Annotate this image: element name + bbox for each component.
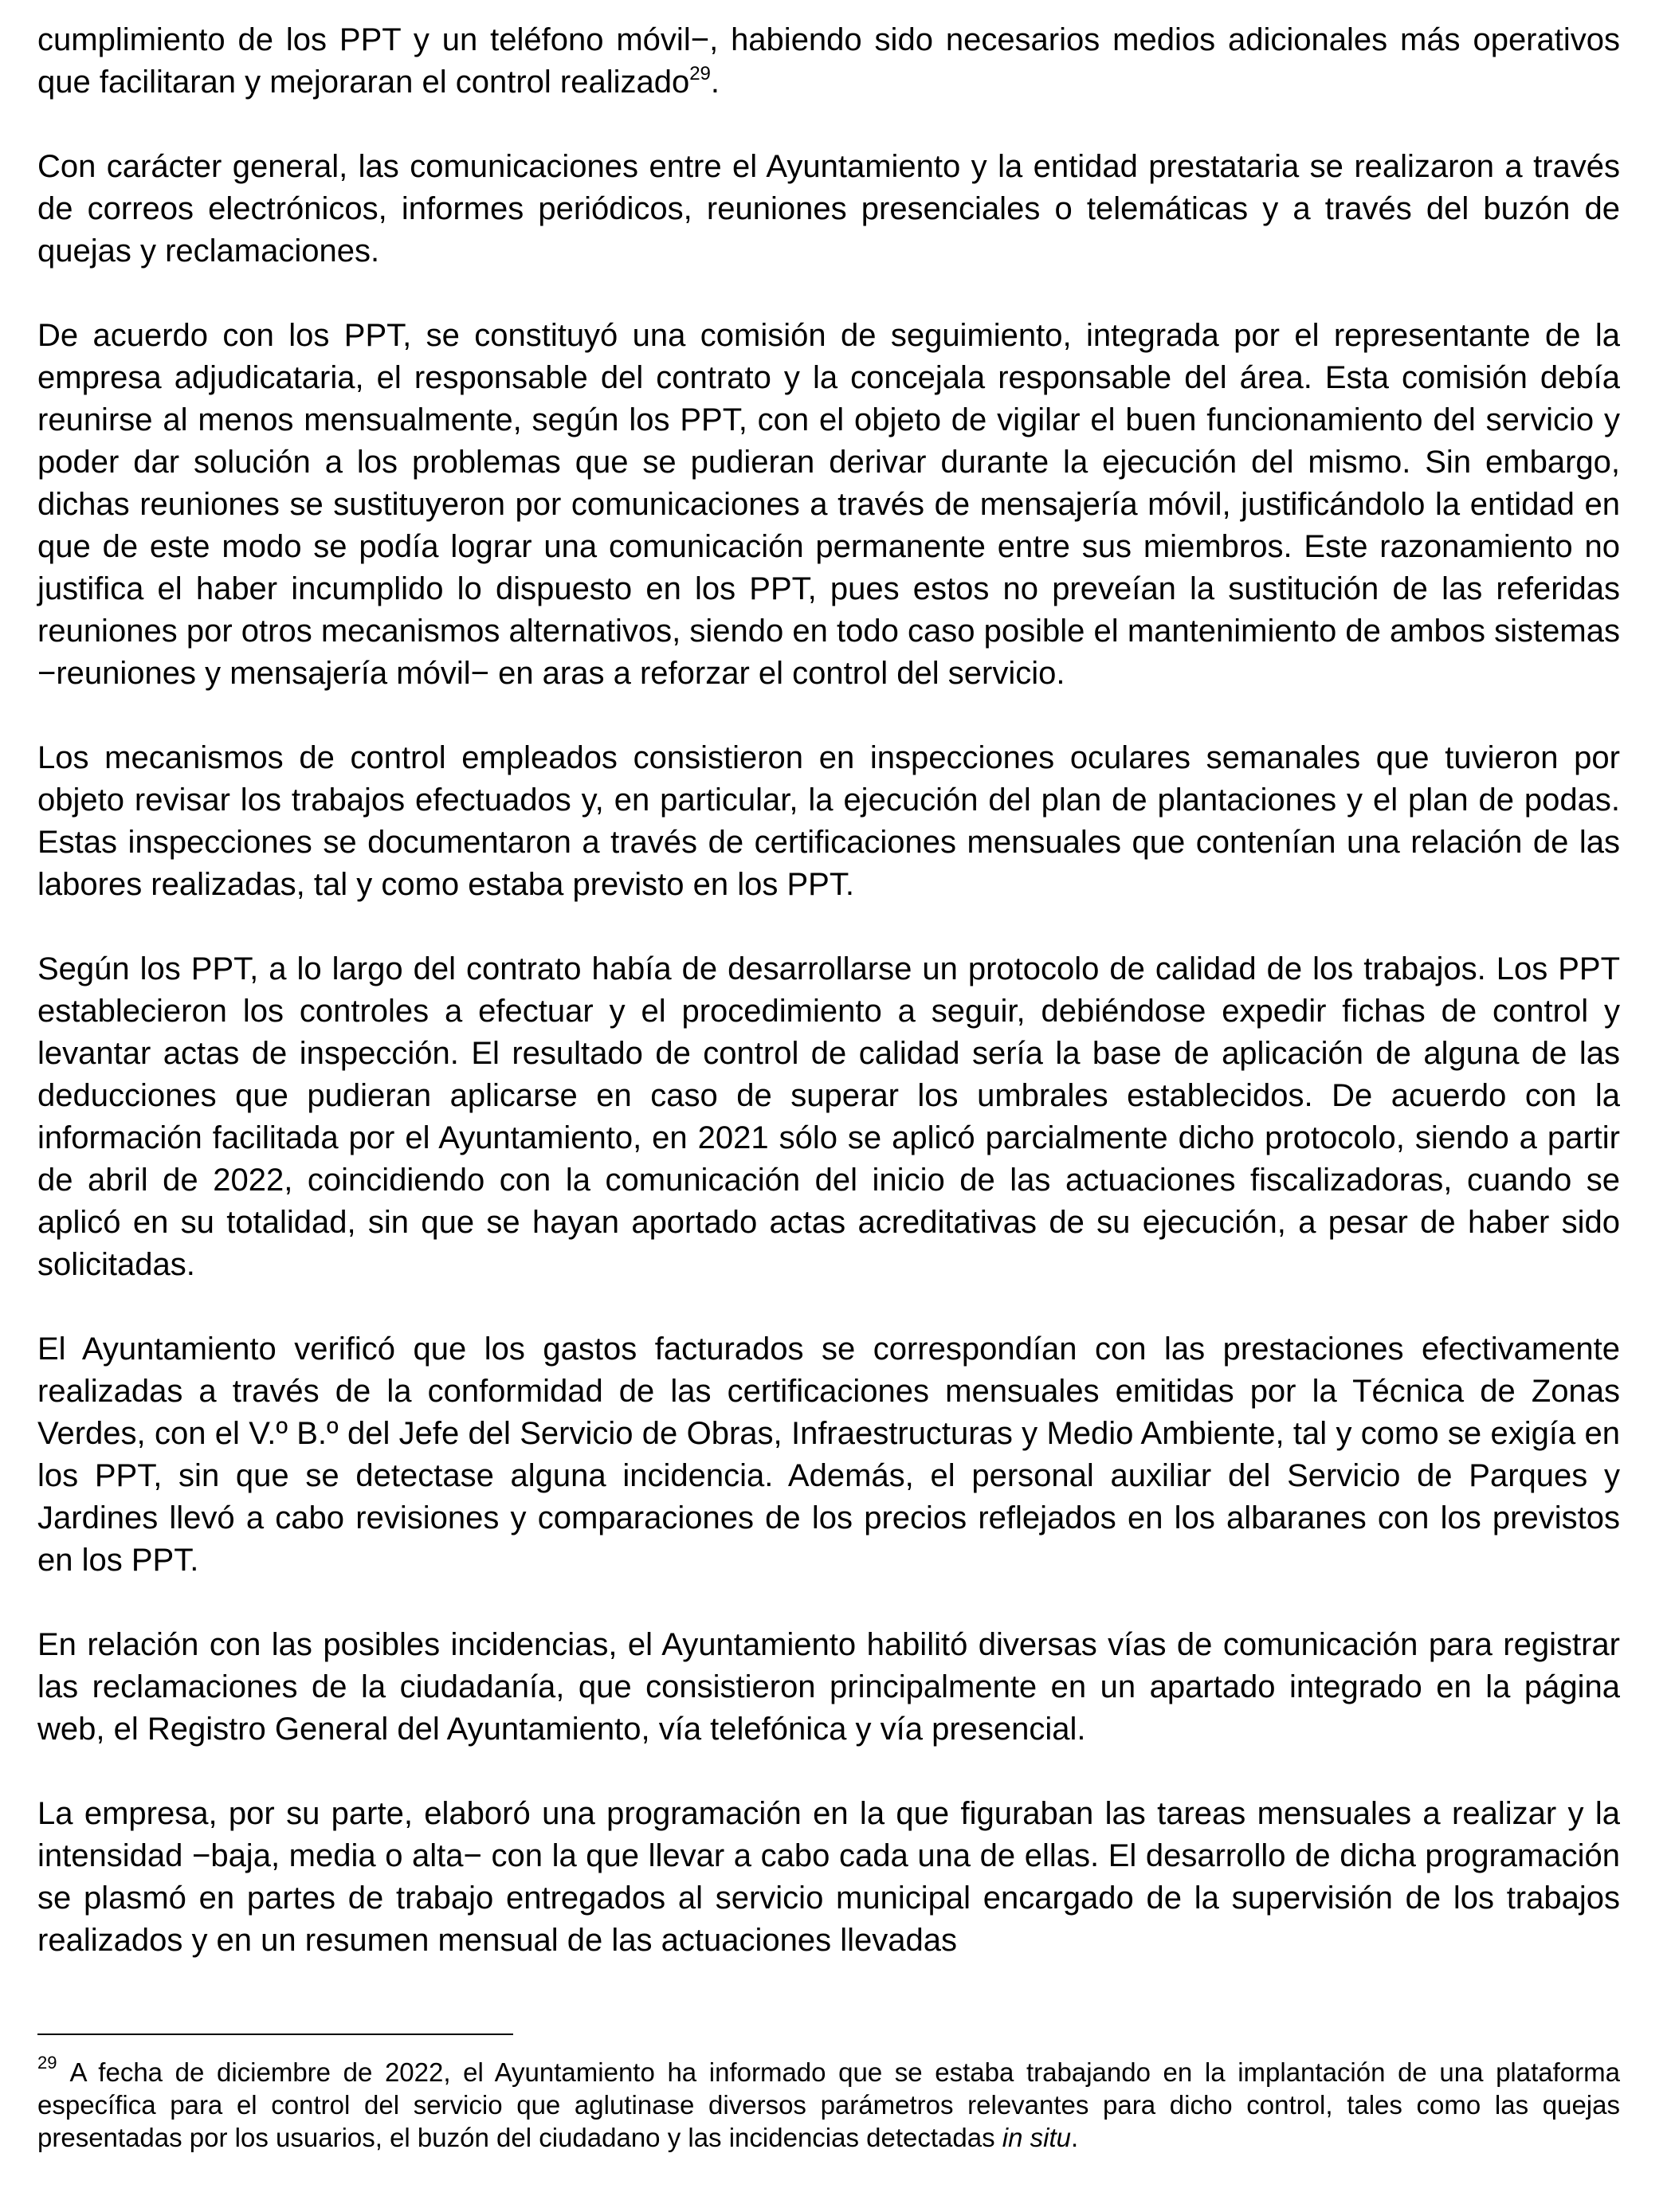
- paragraph-4: Los mecanismos de control empleados consistieron en inspecciones oculares semanales que tuvieron por objeto revisar los trabajos efectuados y, en particular, la ejecución del plan de plantaciones y el plan de podas. Estas inspecciones se documentaron a través de certificaciones mensuales que contenían una relación de las labores realizadas, tal y como estaba previsto en los PPT.: [37, 740, 1620, 902]
- footnote-number: 29: [37, 2053, 57, 2073]
- footnote-separator: [37, 2034, 513, 2035]
- paragraph-5: Según los PPT, a lo largo del contrato había de desarrollarse un protocolo de calidad de los trabajos. Los PPT establecieron los controles a efectuar y el procedimiento a seguir, debiéndose expedir fichas de control y levantar actas de inspección. El resultado de control de calidad sería la base de aplicación de alguna de las deducciones que pudieran aplicarse en caso de superar los umbrales establecidos. De acuerdo con la información facilitada por el Ayuntamiento, en 2021 sólo se aplicó parcialmente dicho protocolo, siendo a partir de abril de 2022, coincidiendo con la comunicación del inicio de las actuaciones fiscalizadoras, cuando se aplicó en su totalidad, sin que se hayan aportado actas acreditativas de su ejecución, a pesar de haber sido solicitadas.: [37, 951, 1620, 1282]
- paragraph-1-text-end: .: [710, 65, 720, 100]
- paragraph-7: En relación con las posibles incidencias, el Ayuntamiento habilitó diversas vías de comunicación para registrar las reclamaciones de la ciudadanía, que consistieron principalmente en un apartado integrado en la página web, el Registro General del Ayuntamiento, vía telefónica y vía presencial.: [37, 1627, 1620, 1747]
- paragraph-1: [37, 19, 1620, 104]
- paragraph-3: De acuerdo con los PPT, se constituyó una comisión de seguimiento, integrada por el representante de la empresa adjudicataria, el responsable del contrato y la concejala responsable del área. Esta comisión debía reunirse al menos mensualmente, según los PPT, con el objeto de vigilar el buen funcionamiento del servicio y poder dar solución a los problemas que se pudieran derivar durante la ejecución del mismo. Sin embargo, dichas reuniones se sustituyeron por comunicaciones a través de mensajería móvil, justificándolo la entidad en que de este modo se podía lograr una comunicación permanente entre sus miembros. Este razonamiento no justifica el haber incumplido lo dispuesto en los PPT, pues estos no preveían la sustitución de las referidas reuniones por otros mecanismos alternativos, siendo en todo caso posible el mantenimiento de ambos sistemas −reuniones y mensajería móvil− en aras a reforzar el control del servicio.: [37, 318, 1620, 691]
- footnote-reference[interactable]: 29: [689, 62, 711, 84]
- paragraph-6: El Ayuntamiento verificó que los gastos facturados se correspondían con las prestaciones efectivamente realizadas a través de la conformidad de las certificaciones mensuales emitidas por la Técnica de Zonas Verdes, con el V.º B.º del Jefe del Servicio de Obras, Infraestructuras y Medio Ambiente, tal y como se exigía en los PPT, sin que se detectase alguna incidencia. Además, el personal auxiliar del Servicio de Parques y Jardines llevó a cabo revisiones y comparaciones de los precios reflejados en los albaranes con los previstos en los PPT.: [37, 1332, 1620, 1578]
- footnote-italic-text: in situ: [1002, 2123, 1071, 2152]
- paragraph-8: La empresa, por su parte, elaboró una programación en la que figuraban las tareas mensuales a realizar y la intensidad −baja, media o alta− con la que llevar a cabo cada una de ellas. El desarrollo de dicha programación se plasmó en partes de trabajo entregados al servicio municipal encargado de la supervisión de los trabajos realizados y en un resumen mensual de las actuaciones llevadas: [37, 1796, 1620, 1958]
- footnote-text: A fecha de diciembre de 2022, el Ayuntamiento ha informado que se estaba trabajando en la implantación de una plataforma específica para el control del servicio que aglutinase diversos parámetros relevantes para dicho control, tales como las quejas presentadas por los usuarios, el buzón del ciudadano y las incidencias detectadas: [37, 2057, 1620, 2152]
- paragraph-2: Con carácter general, las comunicaciones entre el Ayuntamiento y la entidad prestataria se realizaron a través de correos electrónicos, informes periódicos, reuniones presenciales o telemáticas y a través del buzón de quejas y reclamaciones.: [37, 149, 1620, 269]
- paragraph-1-text: cumplimiento de los PPT y un teléfono móvil−, habiendo sido necesarios medios adicionales más operativos que facilitaran y mejoraran el control realizado: [37, 22, 1620, 100]
- footnote-text-end: .: [1071, 2123, 1079, 2152]
- document-body: [37, 0, 1620, 2004]
- footnote: [37, 2053, 1620, 2154]
